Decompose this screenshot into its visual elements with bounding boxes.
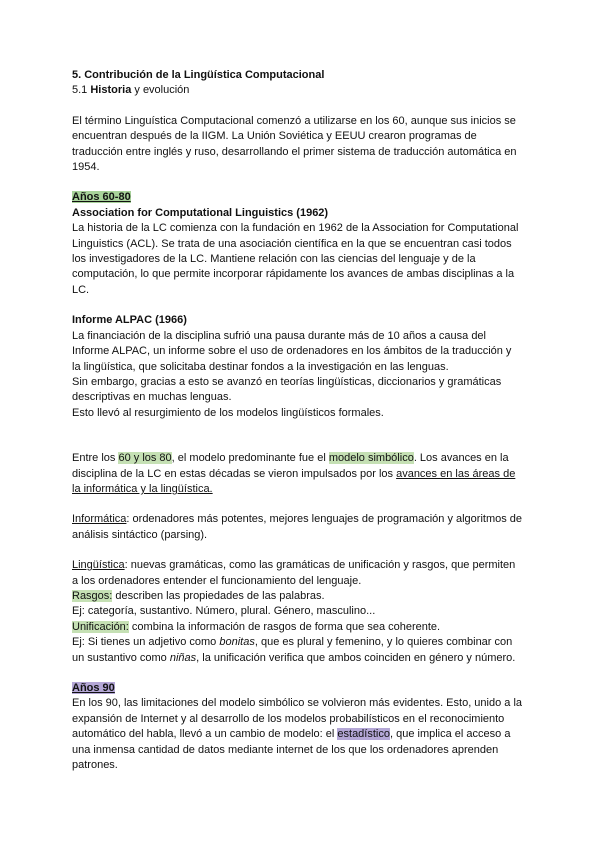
text-span: automático del habla, llevó a un cambio de modelo: el [72,728,338,741]
text-span: , que es plural y femenino, y lo quieres combinar con [254,636,513,649]
text-span: , que implica el acceso a [389,728,511,741]
text-line: la lingüística, que solicitaba destinar fondos a la investigación en las lenguas. [72,360,449,373]
heading-90: Años 90 [72,682,115,694]
document-page [72,68,527,773]
italic-ninas: niñas [169,651,197,664]
text-line: Esto llevó al resurgimiento de los modelos lingüísticos formales. [72,406,384,419]
highlight-estadistico: estadístico [337,728,390,741]
anos-90-paragraph [72,696,527,773]
highlight-modelo-simbolico: modelo simbólico [328,452,414,465]
underlined-areas: la informática y la lingüística. [72,482,213,495]
text-line: encuentran después de la IIGM. La Unión Soviética y EEUU crearon programas de [72,130,477,143]
subsection-bold: Historia [90,84,132,97]
text-line: traducción entre inglés y ruso, desarrollando el primer sistema de traducción automática en [72,145,517,158]
italic-bonitas: bonitas [219,636,255,649]
informatica-label: Informática [72,513,127,526]
text-span: : nuevas gramáticas, como las gramáticas de unificación y rasgos, que permiten [124,559,516,572]
alpac-paragraph [72,329,527,421]
text-line: En los 90, las limitaciones del modelo simbólico se volvieron más evidentes. Esto, unido a la [72,697,523,710]
text-line: Informe ALPAC, un informe sobre el uso de ordenadores en los ámbitos de la traducción y [72,345,512,358]
subsection-number: 5.1 [72,84,91,97]
section-title: 5. Contribución de la Lingüística Computacional [72,69,325,81]
text-line: análisis sintáctico (parsing). [72,528,208,541]
subsection-title [72,83,527,98]
text-line: los investigadores de la LC. Mantiene relación con las ciencias del lenguaje y de la [72,253,476,266]
subsection-rest: y evolución [131,84,190,97]
text-line: computación, lo que permite incorporar rápidamente los avances de ambas disciplinas a la [72,268,515,281]
text-line: a los ordenadores entender el funcionamiento del lenguaje. [72,574,362,587]
text-line: una inmensa cantidad de datos mediante internet de los que los ordenadores aprenden [72,743,499,756]
text-line: patrones. [72,759,118,772]
intro-paragraph [72,114,527,176]
alpac-title: Informe ALPAC (1966) [72,314,187,327]
text-line: LC. [72,283,90,296]
text-span: combina la información de rasgos de forma que sea coherente. [128,620,441,633]
text-line: Linguistics (ACL). Se trata de una asociación científica en la que se encuentran casi todos [72,237,512,250]
linguistica-paragraph [72,558,527,666]
text-line: expansión de Internet y al desarrollo de los modelos probabilísticos en el reconocimiento [72,712,505,725]
text-span: . Los avances en la [413,452,509,465]
text-line: descriptivas en muchas lenguas. [72,391,232,404]
text-line: La historia de la LC comienza con la fundación en 1962 de la Association for Computational [72,222,519,235]
text-line: Ej: categoría, sustantivo. Número, plural. Género, masculino... [72,605,376,618]
rasgos-label: Rasgos: [72,589,113,602]
text-span: Entre los [72,452,119,465]
acl-title: Association for Computational Linguistics (1962) [72,206,329,219]
text-span: describen las propiedades de las palabras. [112,589,325,602]
heading-60-80: Años 60-80 [72,191,131,204]
text-line: 1954. [72,161,100,174]
text-line: Sin embargo, gracias a esto se avanzó en teorías lingüísticas, diccionarios y gramáticas [72,375,502,388]
text-span: , la unificación verifica que ambos coinciden en género y número. [196,651,516,664]
text-span: disciplina de la LC en estas décadas se vieron impulsados por los [72,467,397,480]
unificacion-label: Unificación: [72,620,129,633]
text-span: , el modelo predominante fue el [171,452,329,465]
text-span: un sustantivo como [72,651,170,664]
text-line: La financiación de la disciplina sufrió una pausa durante más de 10 años a causa del [72,329,486,342]
highlight-60-80: 60 y los 80 [118,452,172,465]
underlined-avances: avances en las áreas de [396,467,516,480]
linguistica-label: Lingüística [72,559,125,572]
text-line: El término Linguística Computacional comenzó a utilizarse en los 60, aunque sus inicios se [72,114,516,127]
entre-paragraph [72,451,527,497]
text-span: Ej: Si tienes un adjetivo como [72,636,220,649]
informatica-paragraph [72,512,527,543]
acl-paragraph [72,221,527,298]
text-span: : ordenadores más potentes, mejores lenguajes de programación y algoritmos de [126,513,523,526]
